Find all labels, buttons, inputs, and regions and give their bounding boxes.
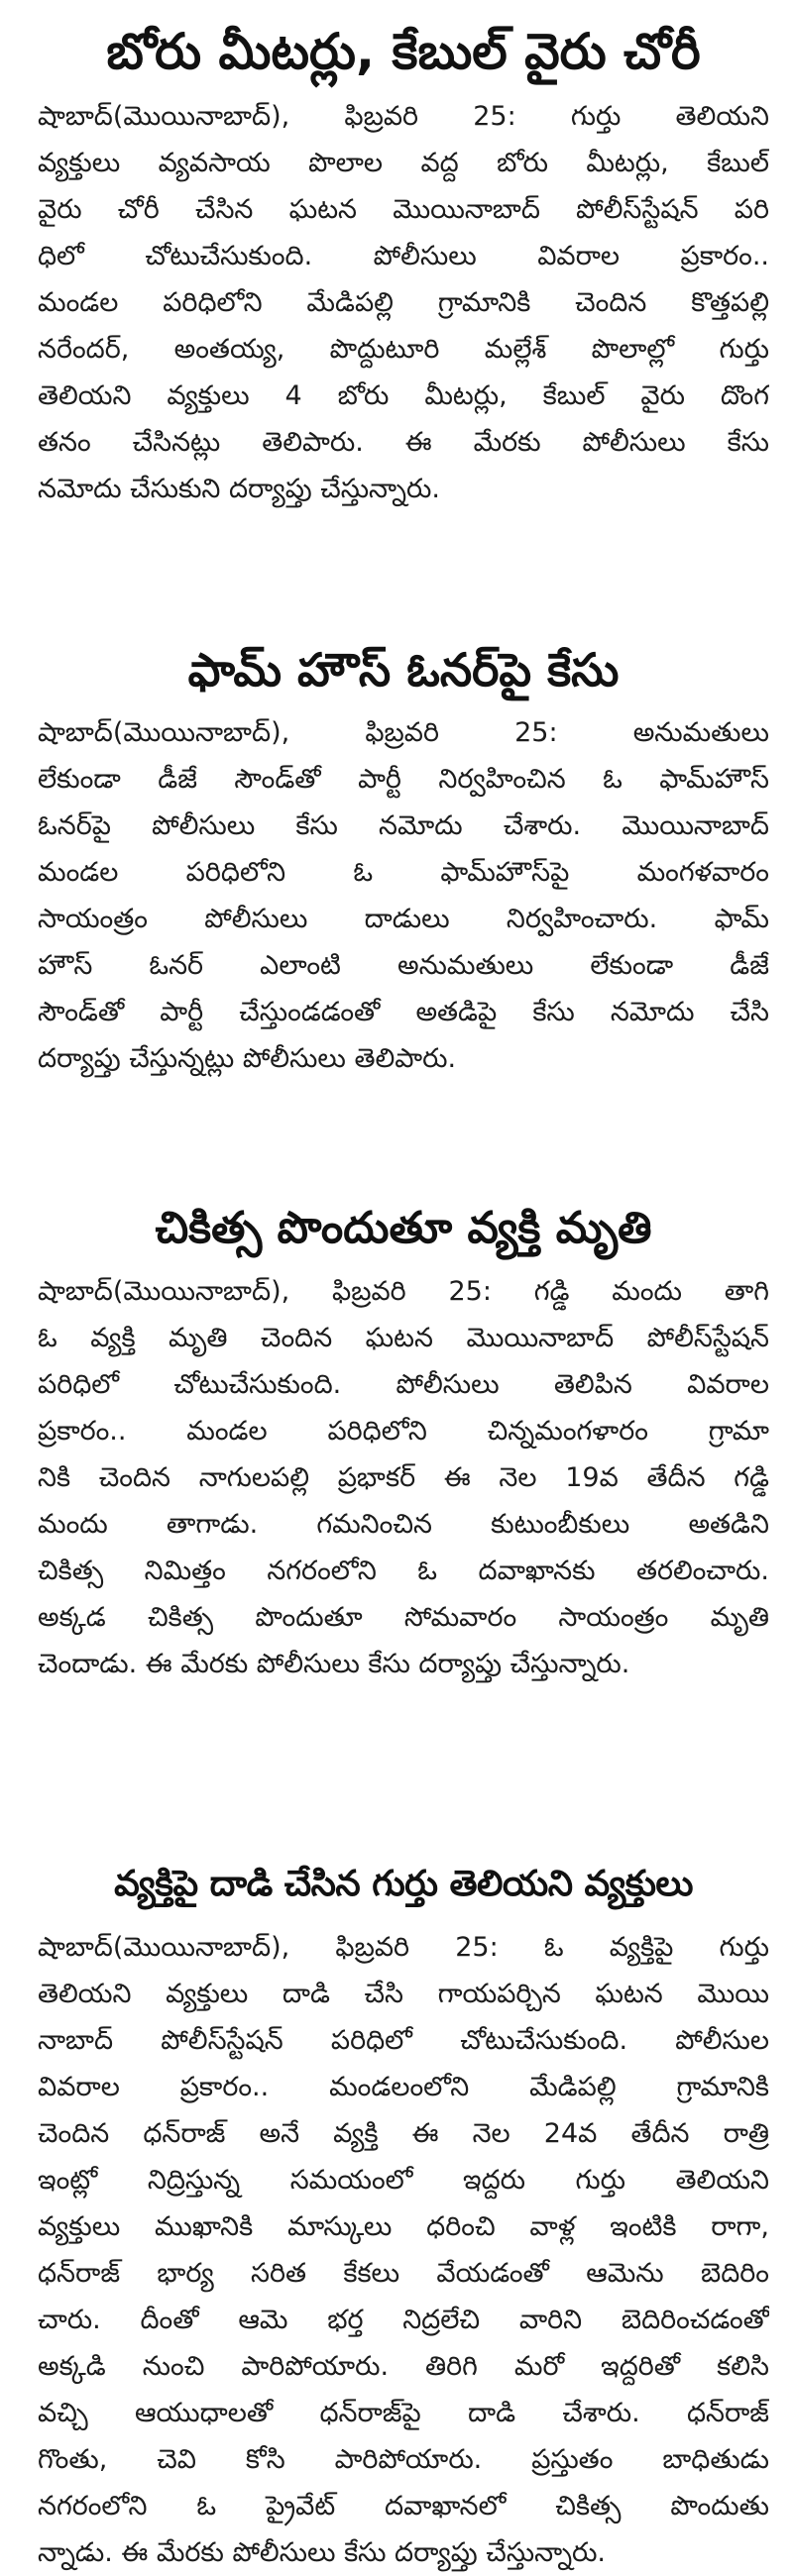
body-line: ధిలో చోటుచేసుకుంది. పోలీసులు వివరాల ప్రకారం.. bbox=[38, 241, 769, 271]
body-line: న్నాడు. ఈ మేరకు పోలీసులు కేసు దర్యాప్తు చేస్తున్నారు. bbox=[38, 2537, 606, 2568]
body-line: నమోదు చేసుకుని దర్యాప్తు చేస్తున్నారు. bbox=[38, 474, 440, 504]
article-body bbox=[38, 1924, 769, 2576]
article-bore-meters-theft bbox=[38, 10, 769, 628]
body-line: నికి చెందిన నాగులపల్లి ప్రభాకర్ ఈ నెల 19వ తేదీన గడ్డి bbox=[38, 1462, 769, 1493]
body-line: చెందాడు. ఈ మేరకు పోలీసులు కేసు దర్యాప్తు చేస్తున్నారు. bbox=[38, 1649, 630, 1679]
body-line: హౌస్ ఓనర్ ఎలాంటి అనుమతులు లేకుండా డీజే bbox=[38, 950, 769, 981]
body-line: లేకుండా డీజే సౌండ్‌తో పార్టీ నిర్వహించిన ఓ ఫామ్‌హౌస్ bbox=[38, 764, 769, 795]
body-line: ఓనర్‌పై పోలీసులు కేసు నమోదు చేశారు. మొయినాబాద్ bbox=[38, 810, 769, 841]
body-line: ధన్‌రాజ్ భార్య సరిత కేకలు వేయడంతో ఆమెను బెదిరిం bbox=[38, 2258, 769, 2289]
body-line: వైరు చోరీ చేసిన ఘటన మొయినాబాద్ పోలీస్‌స్టేషన్ పరి bbox=[38, 194, 769, 225]
article-headline: చికిత్స పొందుతూ వ్యక్తి మృతి bbox=[155, 1203, 652, 1253]
body-line: సాయంత్రం పోలీసులు దాడులు నిర్వహించారు. ఫామ్ bbox=[38, 904, 769, 934]
body-line: సౌండ్‌తో పార్టీ చేస్తుండడంతో అతడిపై కేసు నమోదు చేసి bbox=[38, 997, 769, 1027]
body-line: దర్యాప్తు చేస్తున్నట్లు పోలీసులు తెలిపారు. bbox=[38, 1043, 457, 1074]
body-line: గొంతు, చెవి కోసి పారిపోయారు. ప్రస్తుతం బాధితుడు bbox=[38, 2444, 769, 2475]
body-line: అక్కడి నుంచి పారిపోయారు. తిరిగి మరో ఇద్దరితో కలిసి bbox=[38, 2351, 769, 2382]
article-body bbox=[38, 1268, 769, 1841]
article-headline: బోరు మీటర్లు, కేబుల్ వైరు చోరీ bbox=[106, 23, 701, 80]
article-headline: ఫామ్ హౌస్ ఓనర్‌పై కేసు bbox=[187, 643, 620, 697]
article-headline: వ్యక్తిపై దాడి చేసిన గుర్తు తెలియని వ్యక్తులు bbox=[114, 1864, 693, 1904]
body-line: షాబాద్(మొయినాబాద్), ఫిబ్రవరి 25: గడ్డి మందు తాగి bbox=[38, 1276, 769, 1307]
body-line: వివరాల ప్రకారం.. మండలంలోని మేడిపల్లి గ్రామానికి bbox=[38, 2072, 769, 2102]
body-line: చెందిన ధన్‌రాజ్ అనే వ్యక్తి ఈ నెల 24వ తేదీన రాత్రి bbox=[38, 2118, 769, 2149]
body-line: నాబాద్ పోలీస్‌స్టేషన్ పరిధిలో చోటుచేసుకుంది. పోలీసుల bbox=[38, 2025, 769, 2056]
body-line: వ్యక్తులు ముఖానికి మాస్కులు ధరించి వాళ్ల ఇంటికి రాగా, bbox=[38, 2211, 769, 2242]
body-line: పరిధిలో చోటుచేసుకుంది. పోలీసులు తెలిపిన వివరాల bbox=[38, 1369, 769, 1400]
body-line: మండల పరిధిలోని ఓ ఫామ్‌హౌస్‌పై మంగళవారం bbox=[38, 857, 769, 888]
body-line: ఇంట్లో నిద్రిస్తున్న సమయంలో ఇద్దరు గుర్తు తెలియని bbox=[38, 2165, 769, 2196]
body-line: తెలియని వ్యక్తులు 4 బోరు మీటర్లు, కేబుల్ వైరు దొంగ bbox=[38, 380, 769, 411]
article-farmhouse-owner-case bbox=[38, 630, 769, 1187]
body-line: ప్రకారం.. మండల పరిధిలోని చిన్నమంగళారం గ్రామా bbox=[38, 1416, 769, 1447]
body-line: ఓ వ్యక్తి మృతి చెందిన ఘటన మొయినాబాద్ పోలీస్‌స్టేషన్ bbox=[38, 1323, 769, 1353]
body-line: చారు. దీంతో ఆమె భర్త నిద్రలేచి వారిని బెదిరించడంతో bbox=[38, 2305, 769, 2335]
article-body bbox=[38, 93, 769, 628]
article-attack-by-unknown-persons bbox=[38, 1845, 769, 2576]
body-line: తెలియని వ్యక్తులు దాడి చేసి గాయపర్చిన ఘటన మొయి bbox=[38, 1979, 769, 2009]
article-man-dies-during-treatment bbox=[38, 1189, 769, 1841]
body-line: షాబాద్(మొయినాబాద్), ఫిబ్రవరి 25: గుర్తు తెలియని bbox=[38, 101, 769, 132]
body-line: షాబాద్(మొయినాబాద్), ఫిబ్రవరి 25: అనుమతులు bbox=[38, 717, 769, 748]
body-line: చికిత్స నిమిత్తం నగరంలోని ఓ దవాఖానకు తరలించారు. bbox=[38, 1556, 769, 1586]
body-line: వ్యక్తులు వ్యవసాయ పొలాల వద్ద బోరు మీటర్లు, కేబుల్ bbox=[38, 148, 769, 178]
body-line: వచ్చి ఆయుధాలతో ధన్‌రాజ్‌పై దాడి చేశారు. ధన్‌రాజ్ bbox=[38, 2398, 769, 2428]
body-line: అక్కడ చికిత్స పొందుతూ సోమవారం సాయంత్రం మృతి bbox=[38, 1602, 769, 1633]
article-body bbox=[38, 709, 769, 1187]
body-line: తనం చేసినట్లు తెలిపారు. ఈ మేరకు పోలీసులు కేసు bbox=[38, 427, 769, 458]
body-line: మందు తాగాడు. గమనించిన కుటుంబీకులు అతడిని bbox=[38, 1509, 769, 1540]
body-line: నగరంలోని ఓ ప్రైవేట్ దవాఖానలో చికిత్స పొందుతు bbox=[38, 2491, 769, 2522]
body-line: నరేందర్, అంతయ్య, పొద్దుటూరి మల్లేశ్ పొలాల్లో గుర్తు bbox=[38, 334, 769, 365]
body-line: మండల పరిధిలోని మేడిపల్లి గ్రామానికి చెందిన కొత్తపల్లి bbox=[38, 287, 769, 318]
body-line: షాబాద్(మొయినాబాద్), ఫిబ్రవరి 25: ఓ వ్యక్తిపై గుర్తు bbox=[38, 1932, 769, 1963]
